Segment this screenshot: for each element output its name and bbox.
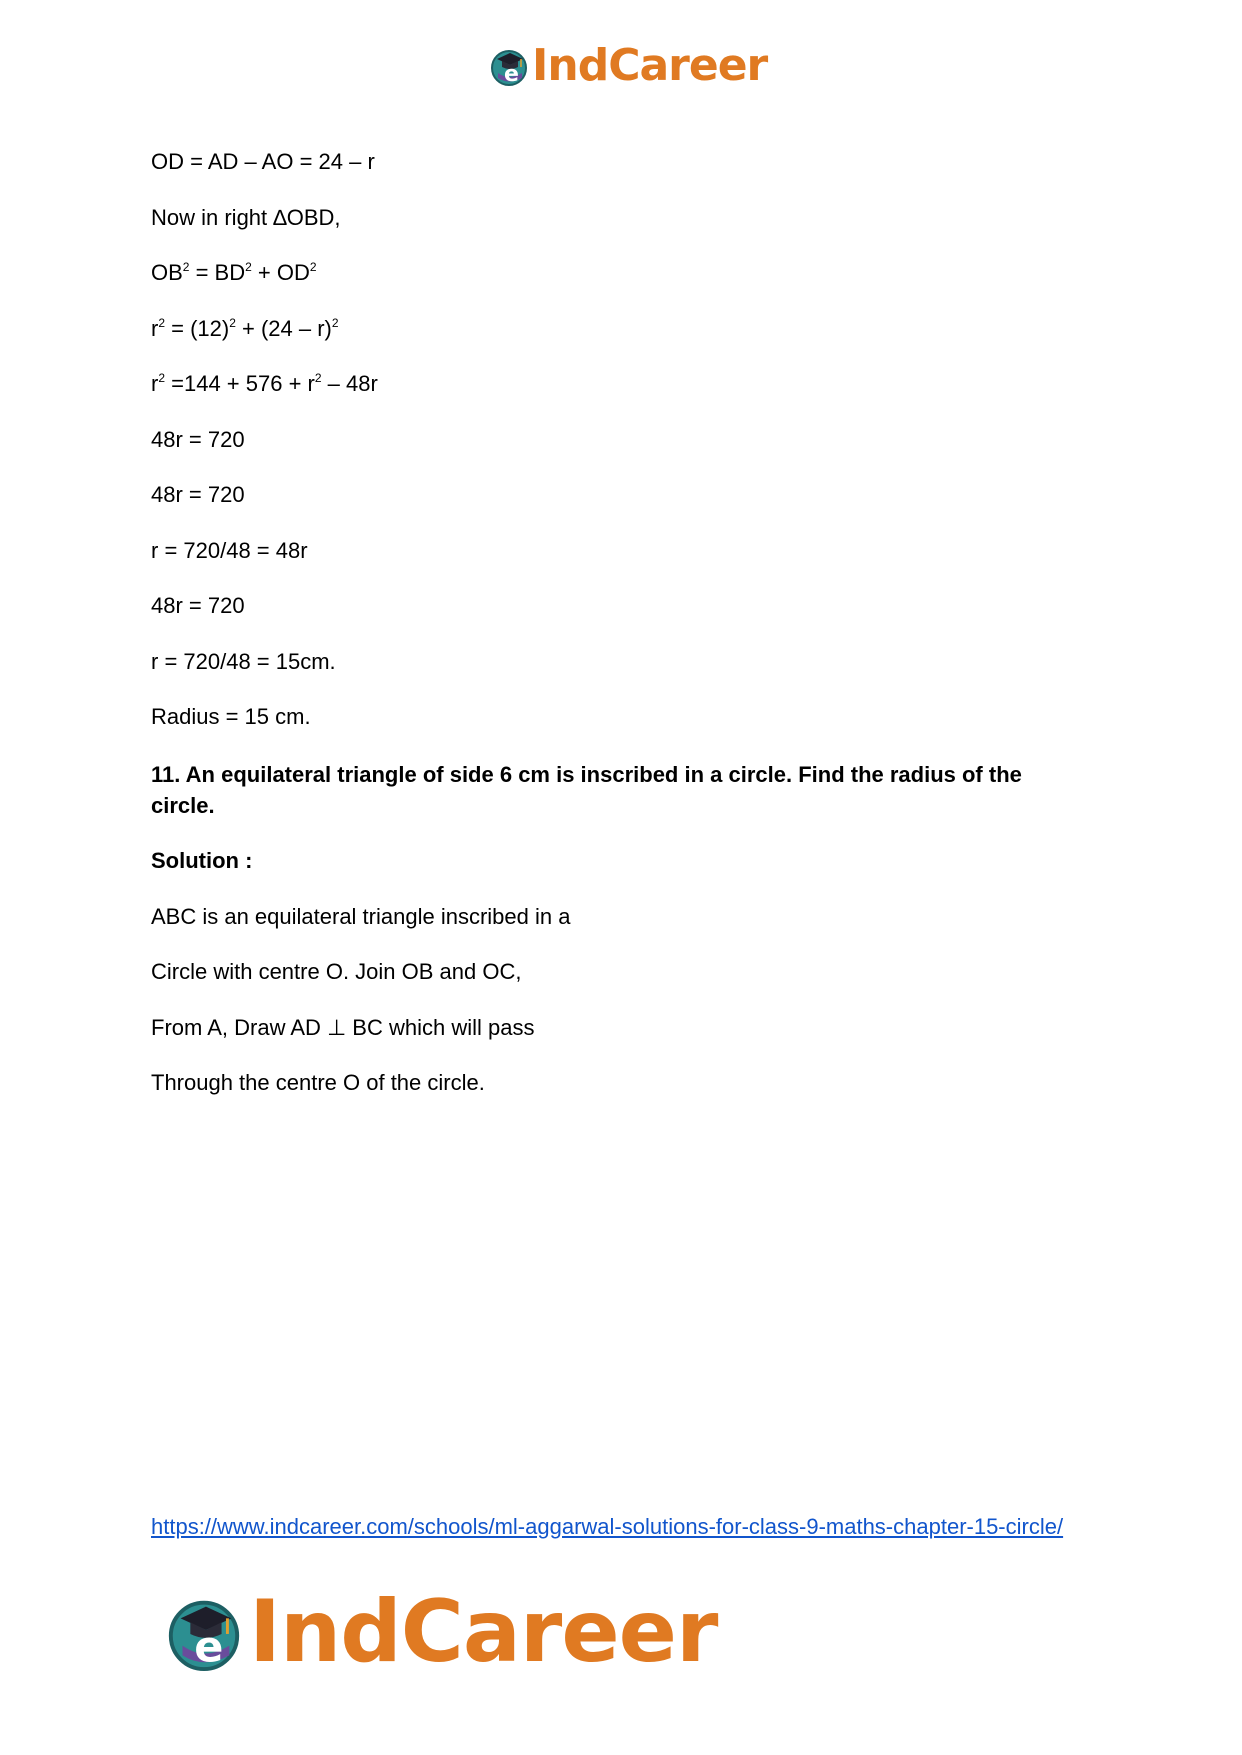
solution-line: Through the centre O of the circle. xyxy=(151,1070,485,1095)
text-line: 48r = 720 xyxy=(151,593,245,618)
equation-line: $r^2 =144 + 576 + r^2 - 48r$ xyxy=(151,371,378,396)
solution-line: Circle with centre O. Join OB and OC, xyxy=(151,959,522,984)
header-logo xyxy=(488,40,767,91)
source-link[interactable]: https://www.indcareer.com/schools/ml-aggarwal-solutions-for-class-9-maths-chapter-15-circle/ xyxy=(151,1514,1064,1539)
document-body xyxy=(151,148,1091,1125)
graduation-globe-icon xyxy=(163,1591,245,1673)
svg-text:e: e xyxy=(194,1622,224,1673)
text-line: 48r = 720 xyxy=(151,426,245,452)
equation-line: $OB^2 = BD^2 + OD^2$ xyxy=(151,260,317,285)
footer-logo xyxy=(163,1582,717,1682)
text-line: 48r = 720 xyxy=(151,482,245,507)
solution-line: From A, Draw AD ⊥ BC which will pass xyxy=(151,1014,535,1040)
logo-text: IndCareer xyxy=(249,1582,718,1682)
text-line: r = 720/48 = 48r xyxy=(151,537,308,563)
logo-text: IndCareer xyxy=(532,40,768,91)
graduation-globe-icon xyxy=(488,45,530,87)
text-line: OD = AD – AO = 24 – r xyxy=(151,149,375,174)
question-heading: 11. An equilateral triangle of side 6 cm is inscribed in a circle. Find the radius of the circle. xyxy=(151,761,1022,818)
solution-line: ABC is an equilateral triangle inscribed in a xyxy=(151,903,571,929)
text-line: r = 720/48 = 15cm. xyxy=(151,648,336,674)
text-line: Now in right ∆OBD, xyxy=(151,204,341,230)
text-line: Radius = 15 cm. xyxy=(151,704,311,729)
equation-line: $r^2 = (12)^2 + (24 - r)^2$ xyxy=(151,315,339,341)
svg-text:e: e xyxy=(504,61,519,87)
solution-label: Solution : xyxy=(151,847,253,873)
